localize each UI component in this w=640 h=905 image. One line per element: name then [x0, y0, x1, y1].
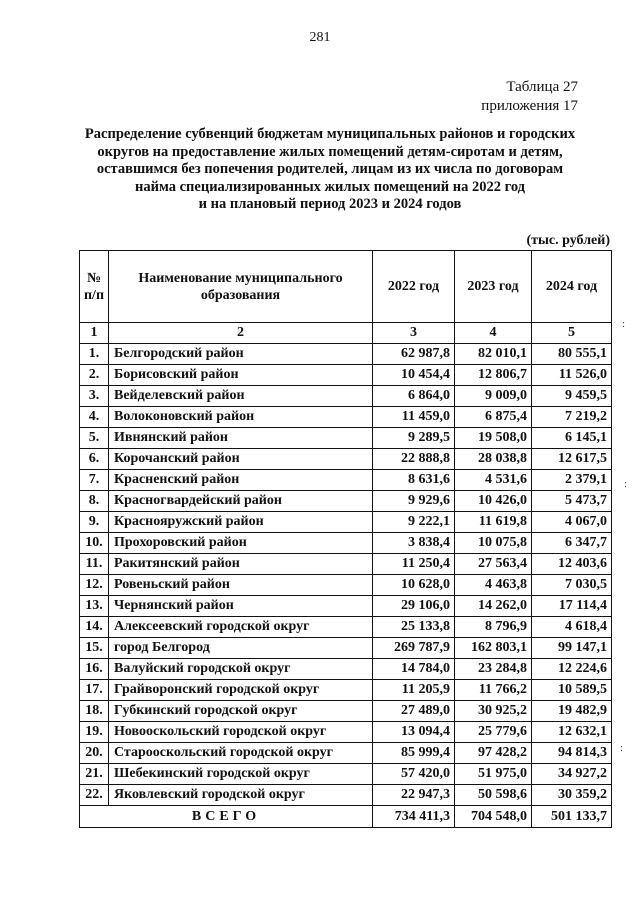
subsidy-table — [79, 250, 612, 828]
value-2024: 5 473,7 — [532, 491, 612, 512]
value-2022: 29 106,0 — [373, 596, 455, 617]
value-2023: 25 779,6 — [455, 722, 532, 743]
table-row — [80, 722, 612, 743]
column-number: 4 — [455, 323, 532, 344]
value-2023: 4 463,8 — [455, 575, 532, 596]
table-row — [80, 449, 612, 470]
table-row — [80, 596, 612, 617]
total-2024: 501 133,7 — [532, 806, 612, 828]
row-name: Старооскольский городской округ — [109, 743, 373, 764]
header-name — [109, 251, 373, 323]
value-2022: 27 489,0 — [373, 701, 455, 722]
row-name: Губкинский городской округ — [109, 701, 373, 722]
title-line2: округов на предоставление жилых помещений детям-сиротам и детям, — [97, 143, 563, 160]
table-reference — [481, 78, 578, 116]
value-2023: 8 796,9 — [455, 617, 532, 638]
value-2022: 13 094,4 — [373, 722, 455, 743]
value-2023: 14 262,0 — [455, 596, 532, 617]
table-row — [80, 365, 612, 386]
row-number: 9. — [80, 512, 109, 533]
row-name: Прохоровский район — [109, 533, 373, 554]
row-name: Корочанский район — [109, 449, 373, 470]
row-name: Шебекинский городской округ — [109, 764, 373, 785]
value-2022: 14 784,0 — [373, 659, 455, 680]
row-name: Грайворонский городской округ — [109, 680, 373, 701]
row-name: Красногвардейский район — [109, 491, 373, 512]
table-row — [80, 575, 612, 596]
table-row — [80, 533, 612, 554]
header-2024: 2024 год — [532, 251, 612, 323]
value-2022: 9 929,6 — [373, 491, 455, 512]
value-2023: 12 806,7 — [455, 365, 532, 386]
value-2023: 23 284,8 — [455, 659, 532, 680]
row-name: Валуйский городской округ — [109, 659, 373, 680]
value-2024: 6 347,7 — [532, 533, 612, 554]
table-body — [80, 344, 612, 806]
units-label: (тыс. рублей) — [526, 233, 610, 248]
document-title — [70, 126, 590, 214]
value-2023: 97 428,2 — [455, 743, 532, 764]
value-2022: 3 838,4 — [373, 533, 455, 554]
row-name: Новооскольский городской округ — [109, 722, 373, 743]
row-name: Алексеевский городской округ — [109, 617, 373, 638]
row-number: 12. — [80, 575, 109, 596]
row-number: 20. — [80, 743, 109, 764]
row-number: 21. — [80, 764, 109, 785]
row-name: город Белгород — [109, 638, 373, 659]
row-name: Белгородский район — [109, 344, 373, 365]
value-2024: 4 067,0 — [532, 512, 612, 533]
row-number: 7. — [80, 470, 109, 491]
value-2022: 62 987,8 — [373, 344, 455, 365]
value-2023: 50 598,6 — [455, 785, 532, 806]
table-row — [80, 638, 612, 659]
value-2023: 4 531,6 — [455, 470, 532, 491]
value-2024: 12 403,6 — [532, 554, 612, 575]
row-number: 3. — [80, 386, 109, 407]
header-number-line1: № — [86, 270, 102, 286]
row-name: Борисовский район — [109, 365, 373, 386]
value-2024: 17 114,4 — [532, 596, 612, 617]
table-reference-line1: Таблица 27 — [506, 79, 578, 95]
table-row — [80, 428, 612, 449]
value-2022: 269 787,9 — [373, 638, 455, 659]
value-2022: 11 205,9 — [373, 680, 455, 701]
row-number: 1. — [80, 344, 109, 365]
table-row — [80, 659, 612, 680]
table-reference-line2: приложения 17 — [481, 98, 578, 114]
value-2023: 10 075,8 — [455, 533, 532, 554]
title-line3: оставшимся без попечения родителей, лицам из их числа по договорам — [96, 161, 564, 177]
total-row — [80, 806, 612, 828]
table-row — [80, 386, 612, 407]
row-name: Волоконовский район — [109, 407, 373, 428]
row-name: Чернянский район — [109, 596, 373, 617]
value-2022: 6 864,0 — [373, 386, 455, 407]
column-number: 5 — [532, 323, 612, 344]
value-2022: 9 222,1 — [373, 512, 455, 533]
row-name: Яковлевский городской округ — [109, 785, 373, 806]
row-number: 6. — [80, 449, 109, 470]
table-row — [80, 701, 612, 722]
table-row — [80, 344, 612, 365]
header-2023: 2023 год — [455, 251, 532, 323]
total-label: ВСЕГО — [80, 806, 373, 828]
row-number: 13. — [80, 596, 109, 617]
value-2023: 82 010,1 — [455, 344, 532, 365]
title-line1: Распределение субвенций бюджетам муниципальных районов и городских — [84, 126, 576, 142]
value-2022: 22 947,3 — [373, 785, 455, 806]
value-2024: 7 219,2 — [532, 407, 612, 428]
header-2022: 2022 год — [373, 251, 455, 323]
value-2022: 25 133,8 — [373, 617, 455, 638]
value-2023: 11 619,8 — [455, 512, 532, 533]
value-2023: 28 038,8 — [455, 449, 532, 470]
edge-mark: : — [622, 318, 626, 330]
value-2022: 11 459,0 — [373, 407, 455, 428]
value-2024: 34 927,2 — [532, 764, 612, 785]
value-2024: 11 526,0 — [532, 365, 612, 386]
value-2024: 9 459,5 — [532, 386, 612, 407]
value-2024: 2 379,1 — [532, 470, 612, 491]
header-number — [80, 251, 109, 323]
total-2022: 734 411,3 — [373, 806, 455, 828]
value-2023: 19 508,0 — [455, 428, 532, 449]
value-2024: 19 482,9 — [532, 701, 612, 722]
row-number: 16. — [80, 659, 109, 680]
column-number: 2 — [109, 323, 373, 344]
row-name: Вейделевский район — [109, 386, 373, 407]
table-row — [80, 785, 612, 806]
row-number: 11. — [80, 554, 109, 575]
row-name: Ракитянский район — [109, 554, 373, 575]
value-2024: 80 555,1 — [532, 344, 612, 365]
row-number: 19. — [80, 722, 109, 743]
value-2023: 30 925,2 — [455, 701, 532, 722]
value-2022: 10 628,0 — [373, 575, 455, 596]
page-number: 281 — [309, 30, 331, 45]
table-row — [80, 491, 612, 512]
value-2023: 9 009,0 — [455, 386, 532, 407]
value-2022: 11 250,4 — [373, 554, 455, 575]
value-2022: 10 454,4 — [373, 365, 455, 386]
row-number: 2. — [80, 365, 109, 386]
row-number: 22. — [80, 785, 109, 806]
edge-mark: : — [620, 742, 624, 754]
value-2024: 10 589,5 — [532, 680, 612, 701]
table-row — [80, 617, 612, 638]
value-2024: 4 618,4 — [532, 617, 612, 638]
table-row — [80, 764, 612, 785]
column-number: 1 — [80, 323, 109, 344]
row-name: Красненский район — [109, 470, 373, 491]
header-name-line1: Наименование муниципального — [138, 270, 343, 286]
title-line5: и на плановый период 2023 и 2024 годов — [198, 196, 462, 212]
value-2024: 7 030,5 — [532, 575, 612, 596]
value-2023: 11 766,2 — [455, 680, 532, 701]
table-row — [80, 743, 612, 764]
table-row — [80, 554, 612, 575]
value-2022: 9 289,5 — [373, 428, 455, 449]
table-row — [80, 512, 612, 533]
table-header-row — [80, 251, 612, 323]
row-number: 14. — [80, 617, 109, 638]
row-number: 15. — [80, 638, 109, 659]
value-2024: 6 145,1 — [532, 428, 612, 449]
value-2024: 94 814,3 — [532, 743, 612, 764]
value-2022: 85 999,4 — [373, 743, 455, 764]
row-number: 18. — [80, 701, 109, 722]
row-number: 8. — [80, 491, 109, 512]
row-number: 5. — [80, 428, 109, 449]
table-row — [80, 407, 612, 428]
value-2024: 30 359,2 — [532, 785, 612, 806]
row-number: 10. — [80, 533, 109, 554]
row-name: Краснояружский район — [109, 512, 373, 533]
value-2022: 57 420,0 — [373, 764, 455, 785]
column-numbers-row — [80, 323, 612, 344]
header-name-line2: образования — [200, 287, 281, 303]
row-number: 4. — [80, 407, 109, 428]
row-name: Ивнянский район — [109, 428, 373, 449]
value-2023: 6 875,4 — [455, 407, 532, 428]
value-2024: 12 224,6 — [532, 659, 612, 680]
table-row — [80, 470, 612, 491]
title-line4: найма специализированных жилых помещений на 2022 год — [135, 178, 525, 195]
value-2023: 51 975,0 — [455, 764, 532, 785]
row-number: 17. — [80, 680, 109, 701]
row-name: Ровеньский район — [109, 575, 373, 596]
value-2022: 22 888,8 — [373, 449, 455, 470]
edge-mark: : — [624, 478, 628, 490]
value-2024: 12 632,1 — [532, 722, 612, 743]
table-row — [80, 680, 612, 701]
value-2022: 8 631,6 — [373, 470, 455, 491]
value-2023: 162 803,1 — [455, 638, 532, 659]
column-number: 3 — [373, 323, 455, 344]
total-2023: 704 548,0 — [455, 806, 532, 828]
value-2023: 27 563,4 — [455, 554, 532, 575]
value-2023: 10 426,0 — [455, 491, 532, 512]
header-number-line2: п/п — [83, 287, 105, 303]
value-2024: 12 617,5 — [532, 449, 612, 470]
value-2024: 99 147,1 — [532, 638, 612, 659]
